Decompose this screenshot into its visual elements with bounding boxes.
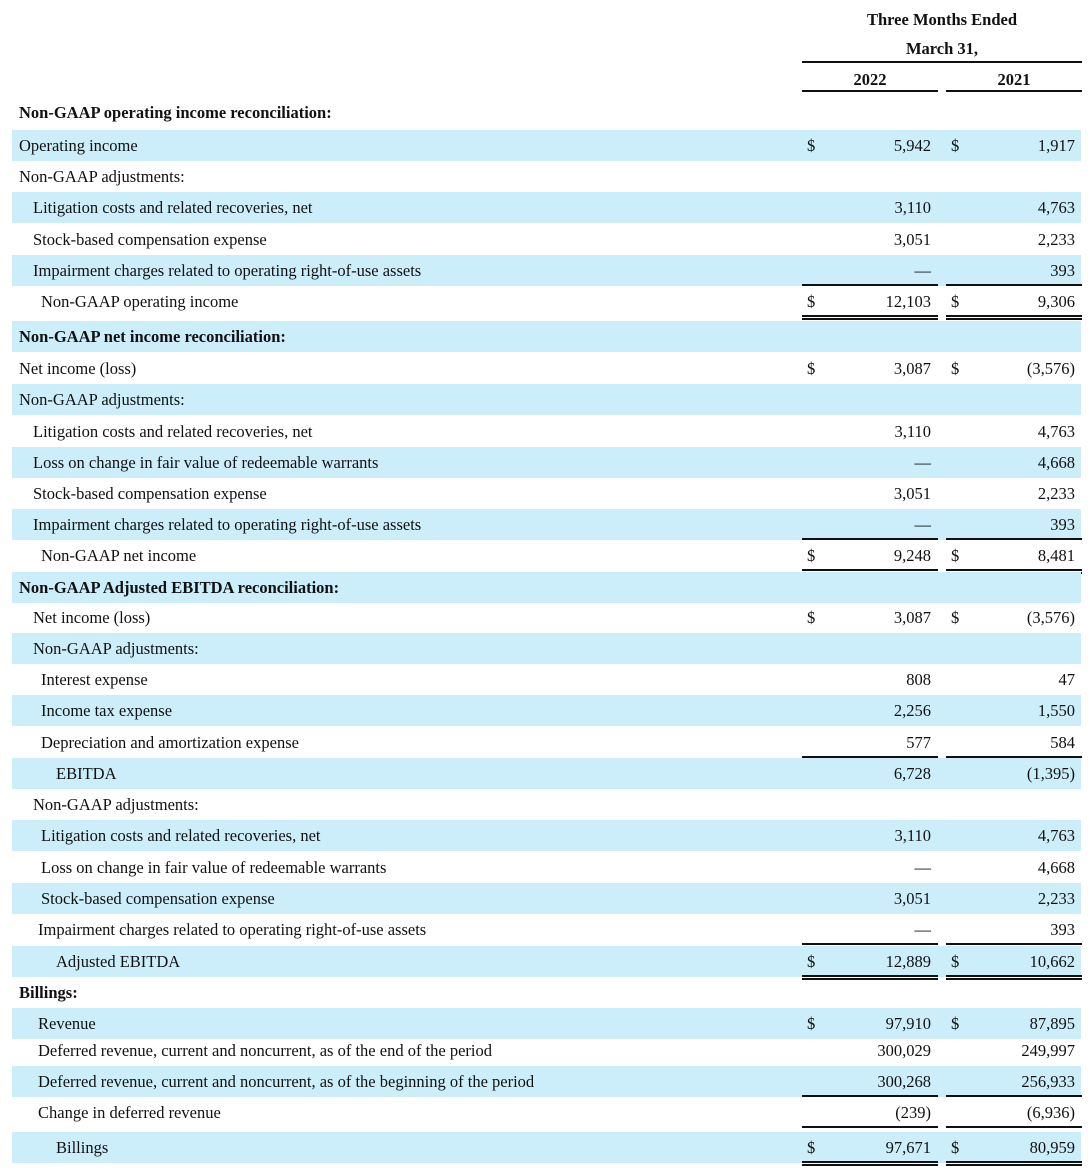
value-2021: 4,763 (1037, 422, 1075, 441)
period-title-line1: Three Months Ended (866, 10, 1018, 29)
table-row (12, 416, 1081, 447)
value-2022: 5,942 (893, 136, 931, 155)
table-row (12, 727, 1081, 758)
value-2022: — (914, 453, 931, 472)
currency-symbol-2022: $ (807, 546, 816, 565)
value-2022: 12,889 (885, 952, 931, 971)
currency-symbol-2021: $ (951, 1138, 960, 1157)
value-2022: 808 (906, 670, 931, 689)
value-2022: 6,728 (893, 764, 931, 783)
value-2021: 256,933 (1021, 1072, 1075, 1091)
currency-symbol-2021: $ (951, 359, 960, 378)
total-double-underline (802, 1161, 938, 1166)
row-label: Impairment charges related to operating right-of-use assets (33, 261, 422, 280)
value-2022: 12,103 (885, 292, 931, 311)
row-label: Deferred revenue, current and noncurrent, as of the beginning of the period (38, 1072, 535, 1091)
value-2021: 4,763 (1037, 198, 1075, 217)
value-2022: 3,110 (894, 198, 931, 217)
value-2022: — (914, 261, 931, 280)
value-2022: 3,087 (893, 359, 931, 378)
value-2021: 1,550 (1037, 701, 1075, 720)
value-2021: 9,306 (1037, 292, 1075, 311)
currency-symbol-2022: $ (807, 292, 816, 311)
value-2022: 300,268 (877, 1072, 931, 1091)
subtotal-underline (946, 943, 1082, 945)
value-2021: 2,233 (1037, 889, 1075, 908)
value-2022: 300,029 (877, 1041, 931, 1060)
table-row (12, 353, 1081, 384)
value-2022: 3,051 (893, 484, 931, 503)
table-row (12, 695, 1081, 726)
row-label: Revenue (38, 1014, 96, 1033)
table-row (12, 914, 1081, 945)
section-heading: Billings: (19, 983, 78, 1002)
row-label: Deferred revenue, current and noncurrent, as of the end of the period (38, 1041, 492, 1060)
value-2022: 2,256 (893, 701, 931, 720)
value-2021: 1,917 (1037, 136, 1075, 155)
row-label: Litigation costs and related recoveries, net (33, 422, 313, 441)
row-label: Adjusted EBITDA (56, 952, 181, 971)
table-row (12, 161, 1081, 192)
row-label: Non-GAAP net income (41, 546, 197, 565)
value-2022: 3,110 (894, 826, 931, 845)
subtotal-underline (802, 943, 938, 945)
value-2022: — (914, 920, 931, 939)
table-row (12, 540, 1081, 571)
section-heading: Non-GAAP operating income reconciliation: (19, 103, 332, 122)
table-row (12, 946, 1081, 977)
table-row (12, 447, 1081, 478)
currency-symbol-2022: $ (807, 1138, 816, 1157)
currency-symbol-2022: $ (807, 359, 816, 378)
section-heading: Non-GAAP net income reconciliation: (19, 327, 286, 346)
row-label: Non-GAAP adjustments: (33, 795, 199, 814)
value-2021: 2,233 (1037, 230, 1075, 249)
value-2021: 584 (1050, 733, 1075, 752)
section-heading: Non-GAAP Adjusted EBITDA reconciliation: (19, 578, 340, 597)
currency-symbol-2022: $ (807, 608, 816, 627)
total-double-underline (946, 1161, 1082, 1166)
row-label: Billings (56, 1138, 109, 1157)
row-label: Depreciation and amortization expense (41, 733, 299, 752)
table-row (12, 1132, 1081, 1163)
row-label: Loss on change in fair value of redeemable warrants (33, 453, 379, 472)
currency-symbol-2021: $ (951, 952, 960, 971)
value-2021: 4,763 (1037, 826, 1075, 845)
table-row (12, 664, 1081, 695)
column-header-2022: 2022 (853, 70, 887, 89)
value-2021: (1,395) (1026, 764, 1075, 783)
row-label: Litigation costs and related recoveries, net (41, 826, 321, 845)
currency-symbol-2021: $ (951, 136, 960, 155)
value-2021: 87,895 (1029, 1014, 1075, 1033)
value-2022: 3,087 (893, 608, 931, 627)
subtotal-underline (946, 1126, 1082, 1128)
table-row (12, 97, 1081, 128)
currency-symbol-2022: $ (807, 136, 816, 155)
row-label: Litigation costs and related recoveries, net (33, 198, 313, 217)
value-2022: (239) (895, 1103, 931, 1122)
value-2021: 10,662 (1029, 952, 1075, 971)
table-row (12, 1066, 1081, 1097)
row-label: Impairment charges related to operating right-of-use assets (33, 515, 422, 534)
row-label: Stock-based compensation expense (33, 230, 267, 249)
currency-symbol-2022: $ (807, 952, 816, 971)
row-label: Loss on change in fair value of redeemable warrants (41, 858, 387, 877)
table-row (12, 852, 1081, 883)
table-row (12, 1097, 1081, 1128)
total-double-underline (802, 315, 938, 320)
table-row (12, 286, 1081, 317)
value-2022: 3,051 (893, 230, 931, 249)
value-2022: 577 (906, 733, 931, 752)
row-label: Net income (loss) (33, 608, 151, 627)
row-label: Net income (loss) (19, 359, 137, 378)
row-label: Operating income (19, 136, 138, 155)
table-row (12, 509, 1081, 540)
value-2022: 97,910 (885, 1014, 931, 1033)
row-label: Impairment charges related to operating right-of-use assets (38, 920, 427, 939)
value-2022: — (914, 515, 931, 534)
row-label: Interest expense (41, 670, 148, 689)
period-title-line2: March 31, (905, 39, 979, 58)
value-2022: 9,248 (893, 546, 931, 565)
col2-header-rule (946, 90, 1082, 92)
currency-symbol-2021: $ (951, 292, 960, 311)
value-2021: 2,233 (1037, 484, 1075, 503)
table-row (12, 572, 1081, 603)
table-row (12, 883, 1081, 914)
currency-symbol-2021: $ (951, 608, 960, 627)
table-row (12, 602, 1081, 633)
row-label: EBITDA (56, 764, 117, 783)
value-2021: (6,936) (1026, 1103, 1075, 1122)
value-2021: 393 (1050, 515, 1075, 534)
value-2021: (3,576) (1026, 608, 1075, 627)
row-label: Non-GAAP adjustments: (19, 167, 185, 186)
col1-header-rule (802, 90, 938, 92)
table-row (12, 384, 1081, 415)
row-label: Stock-based compensation expense (33, 484, 267, 503)
row-label: Non-GAAP operating income (41, 292, 239, 311)
table-row (12, 255, 1081, 286)
table-row (12, 1035, 1081, 1066)
table-row (12, 633, 1081, 664)
table-row (12, 789, 1081, 820)
value-2021: 4,668 (1037, 453, 1075, 472)
value-2021: 47 (1058, 670, 1075, 689)
table-row (12, 478, 1081, 509)
row-label: Change in deferred revenue (38, 1103, 221, 1122)
row-label: Non-GAAP adjustments: (19, 390, 185, 409)
header-rule (802, 61, 1082, 63)
table-row (12, 130, 1081, 161)
table-row (12, 758, 1081, 789)
row-label: Income tax expense (41, 701, 173, 720)
row-label: Non-GAAP adjustments: (33, 639, 199, 658)
value-2022: 3,051 (893, 889, 931, 908)
subtotal-underline (802, 1126, 938, 1128)
currency-symbol-2021: $ (951, 1014, 960, 1033)
column-header-2021: 2021 (997, 70, 1031, 89)
value-2021: (3,576) (1026, 359, 1075, 378)
value-2021: 80,959 (1029, 1138, 1075, 1157)
row-label: Stock-based compensation expense (41, 889, 275, 908)
value-2021: 393 (1050, 920, 1075, 939)
table-row (12, 977, 1081, 1008)
total-double-underline (946, 315, 1082, 320)
value-2022: 97,671 (885, 1138, 931, 1157)
value-2022: 3,110 (894, 422, 931, 441)
table-row (12, 224, 1081, 255)
value-2021: 4,668 (1037, 858, 1075, 877)
value-2021: 8,481 (1037, 546, 1075, 565)
table-row (12, 820, 1081, 851)
table-row (12, 321, 1081, 352)
value-2021: 249,997 (1021, 1041, 1075, 1060)
value-2021: 393 (1050, 261, 1075, 280)
value-2022: — (914, 858, 931, 877)
table-row (12, 192, 1081, 223)
currency-symbol-2021: $ (951, 546, 960, 565)
currency-symbol-2022: $ (807, 1014, 816, 1033)
